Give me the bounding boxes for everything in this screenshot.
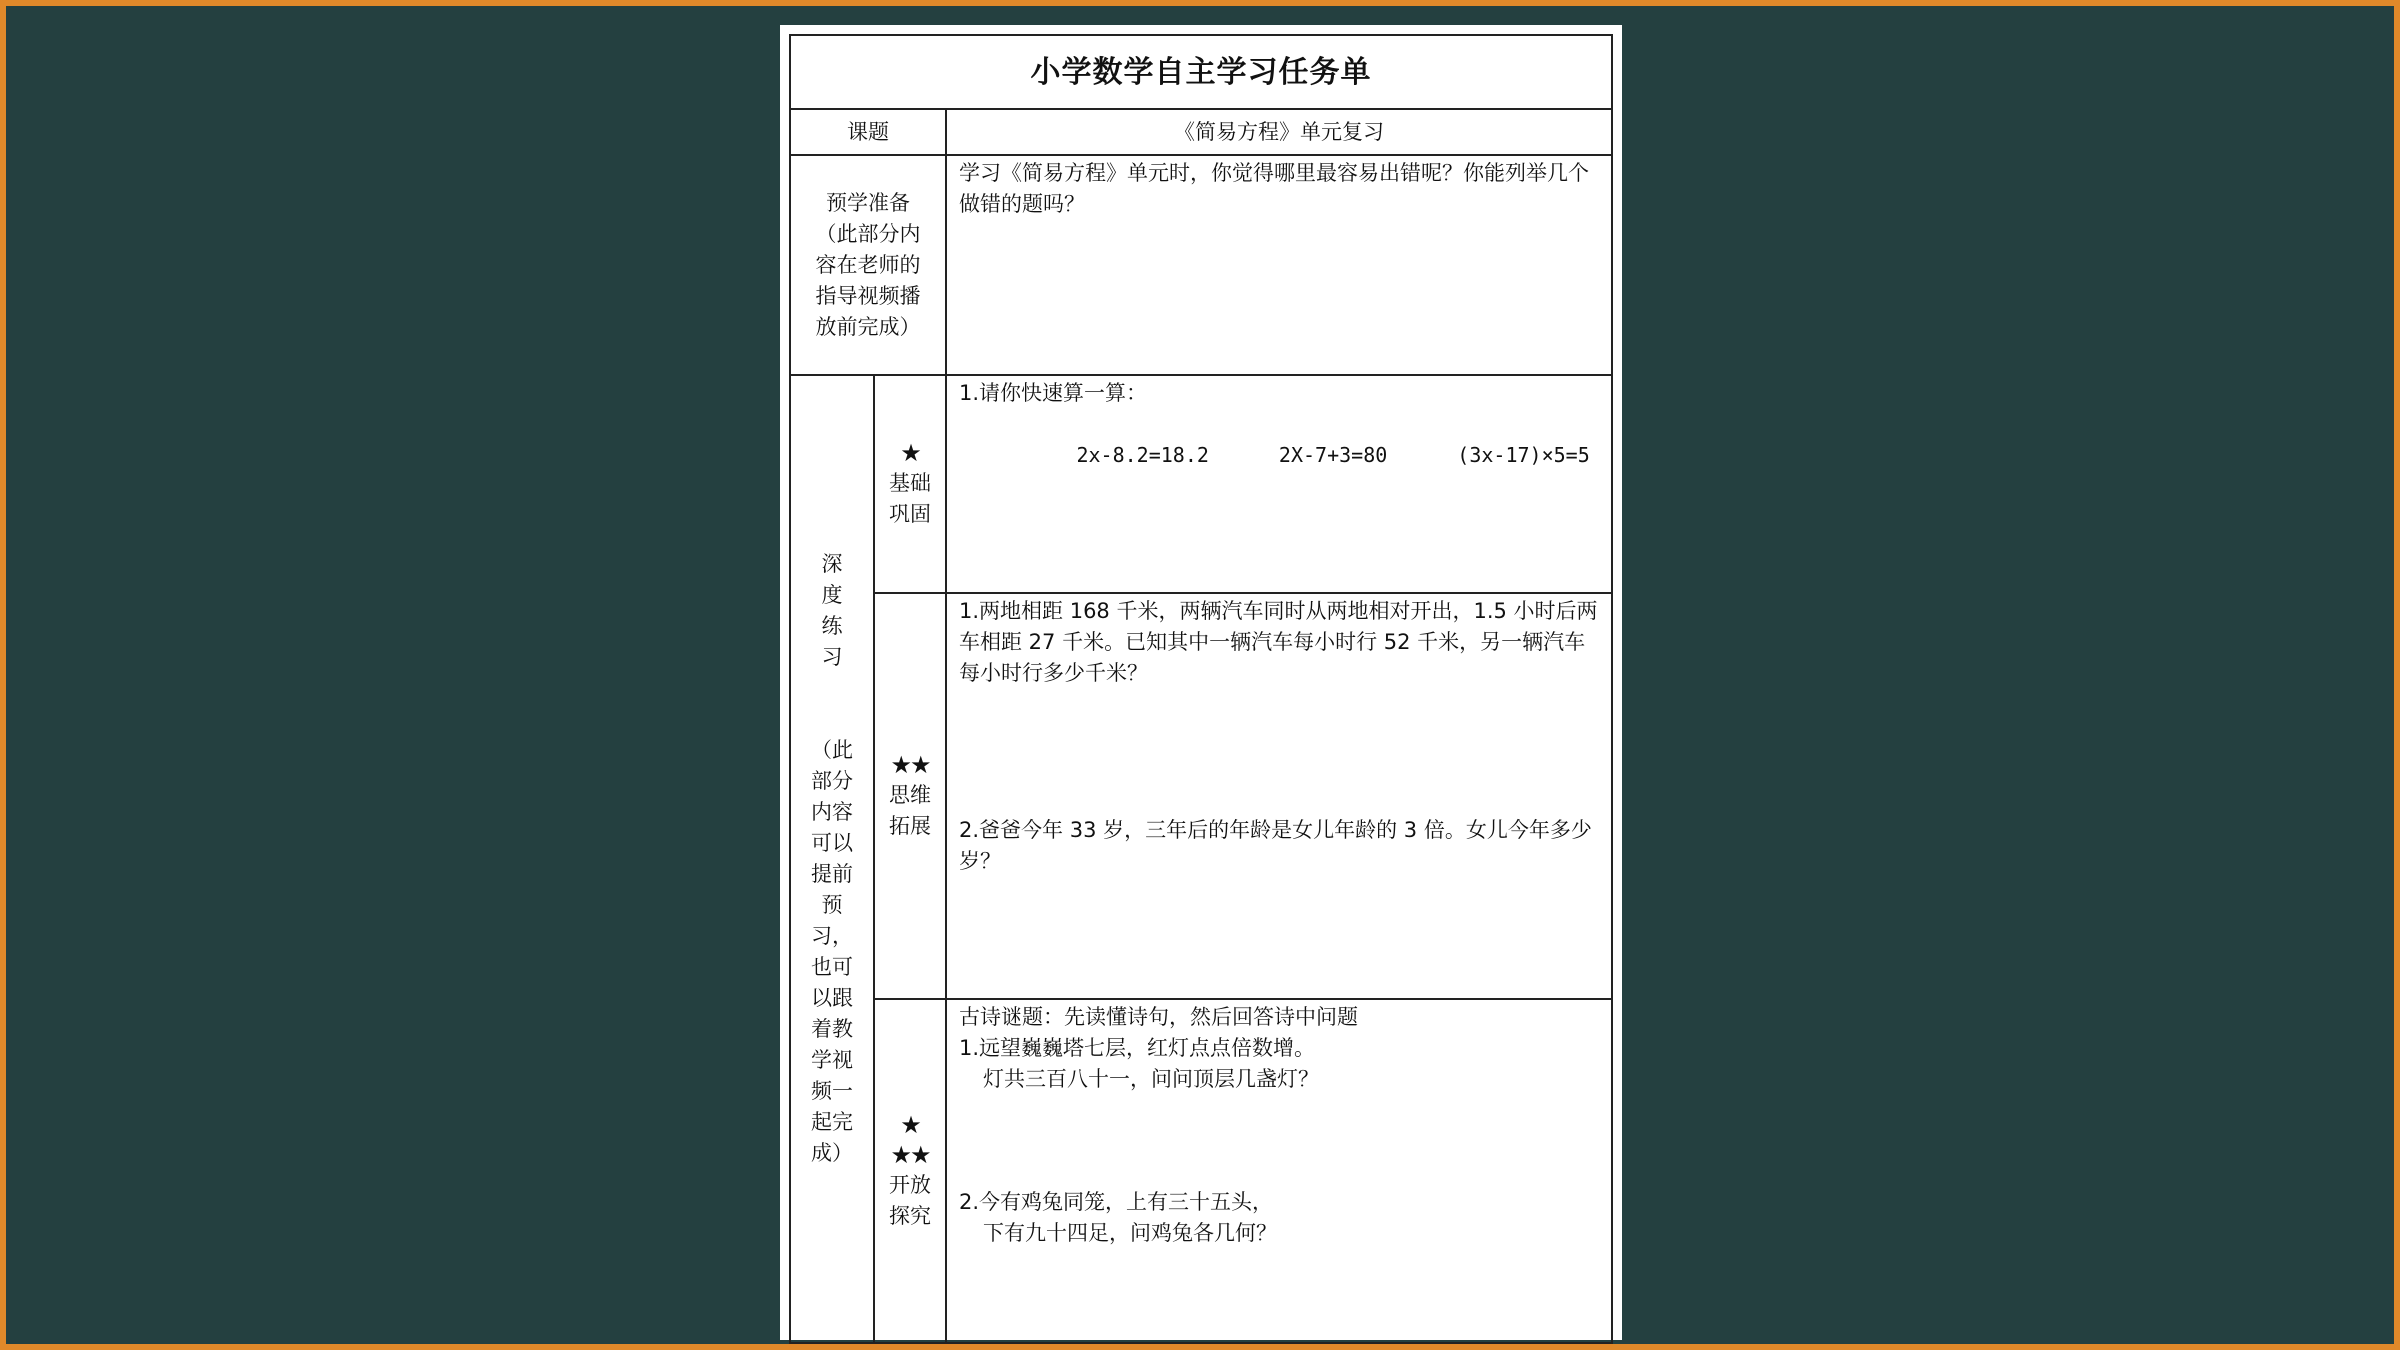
equation-1: 2x-8.2=18.2 (1076, 443, 1209, 467)
equation-2: 2X-7+3=80 (1278, 443, 1388, 467)
open-question-1-line-2: 灯共三百八十一，问问顶层几盏灯？ (983, 1067, 1319, 1091)
worksheet-page (780, 25, 1622, 1340)
two-star-icon: ★★ (890, 1141, 930, 1169)
basic-prompt: 1.请你快速算一算： (959, 381, 1148, 405)
open-label: 开放探究 (889, 1173, 931, 1228)
thinking-level-cell (874, 593, 946, 999)
prep-question: 学习《简易方程》单元时，你觉得哪里最容易出错呢？你能列举几个做错的题吗？ (959, 161, 1589, 216)
equation-3: (3x-17)×5=5 (1457, 443, 1590, 467)
thinking-content-cell (946, 593, 1612, 999)
open-question-1-line-1: 1.远望巍巍塔七层，红灯点点倍数增。 (959, 1036, 1316, 1060)
practice-label-cell (790, 375, 874, 1343)
thinking-question-1: 1.两地相距 168 千米，两辆汽车同时从两地相对开出，1.5 小时后两车相距 27 千米。已知其中一辆汽车每小时行 52 千米，另一辆汽车每小时行多少千米？ (959, 599, 1598, 685)
thinking-label: 思维拓展 (889, 783, 931, 838)
topic-label: 课题 (790, 109, 946, 155)
task-table (789, 34, 1613, 1344)
thinking-question-2: 2.爸爸今年 33 岁，三年后的年龄是女儿年龄的 3 倍。女儿今年多少岁？ (959, 818, 1592, 873)
open-question-2-line-1: 2.今有鸡兔同笼，上有三十五头， (959, 1190, 1274, 1214)
worksheet-title: 小学数学自主学习任务单 (790, 35, 1612, 109)
practice-label: 深度练习 (821, 552, 843, 669)
prep-label-cell (790, 155, 946, 375)
open-question-2-line-2: 下有九十四足，问鸡兔各几何？ (983, 1221, 1277, 1245)
topic-value: 《简易方程》单元复习 (946, 109, 1612, 155)
open-content-cell (946, 999, 1612, 1343)
prep-question-cell (946, 155, 1612, 375)
practice-note: （此部分内容可以提前预习，也可以跟着教学视频一起完成） (811, 738, 853, 1165)
basic-level-cell (874, 375, 946, 593)
two-star-icon: ★★ (890, 751, 930, 779)
open-intro: 古诗谜题：先读懂诗句，然后回答诗中问题 (959, 1005, 1358, 1029)
basic-content-cell (946, 375, 1612, 593)
open-level-cell (874, 999, 946, 1343)
basic-label: 基础巩固 (889, 471, 931, 526)
one-star-icon: ★ (900, 439, 920, 467)
one-star-icon: ★ (900, 1111, 920, 1139)
prep-label: 预学准备 （此部分内容在老师的指导视频播放前完成） (815, 190, 921, 339)
